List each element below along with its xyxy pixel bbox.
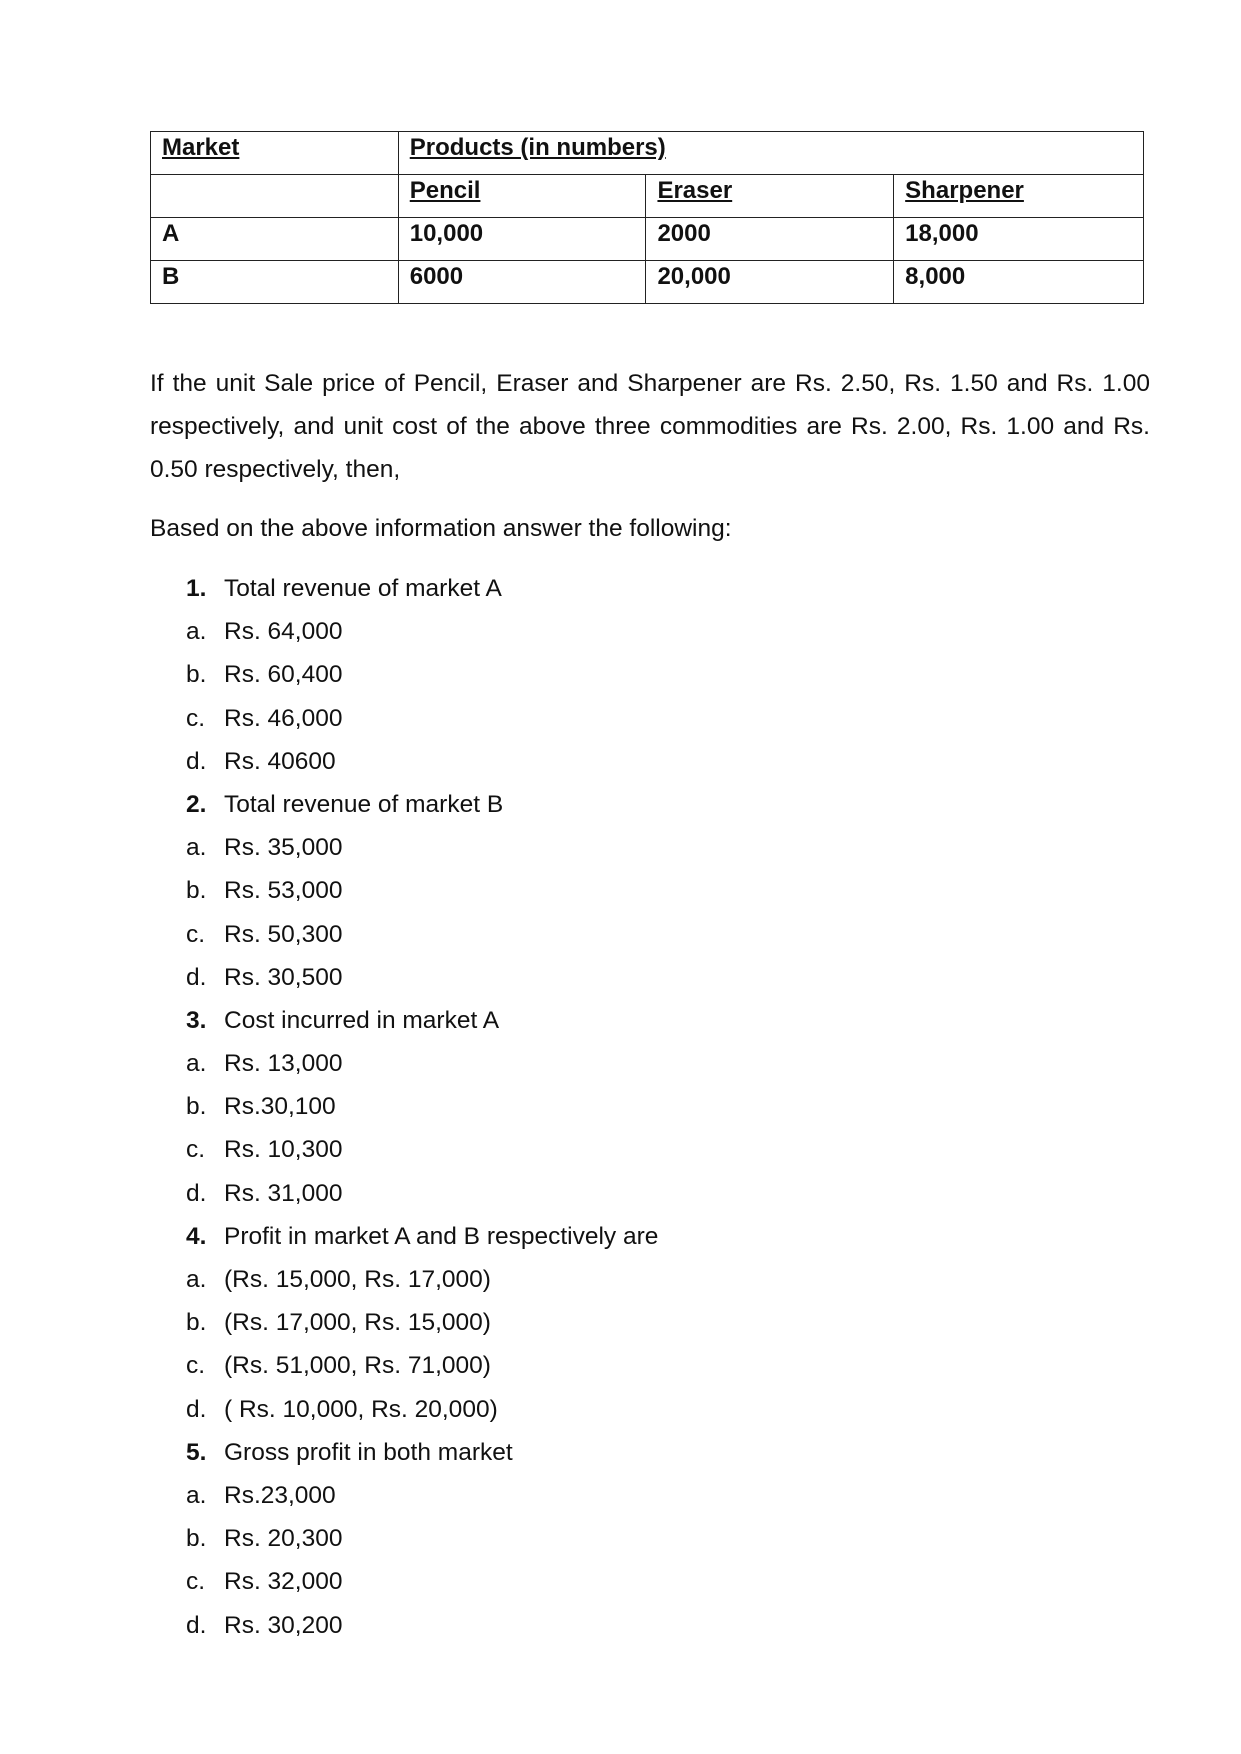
question-text: Total revenue of market B [224,790,504,818]
option-text: Rs. 32,000 [224,1568,343,1596]
option-item [186,697,658,740]
option-text: Rs. 53,000 [224,877,343,905]
option-letter: c. [186,1568,206,1596]
table-header-cell [398,175,646,218]
option-letter: a. [186,834,207,862]
table-header-cell [151,132,399,175]
option-item [186,826,658,869]
option-item [186,956,658,999]
table-header-cell [894,175,1144,218]
option-text: Rs. 30,500 [224,963,343,991]
option-item [186,740,658,783]
option-item [186,653,658,696]
question-item [186,1431,658,1474]
option-letter: b. [186,877,207,905]
option-letter: c. [186,1136,206,1164]
sharpener-header: Sharpener [905,177,1024,204]
option-text: (Rs. 15,000, Rs. 17,000) [224,1266,491,1293]
option-text: (Rs. 17,000, Rs. 15,000) [224,1309,491,1337]
question-item [186,999,658,1042]
table-header-cell [151,175,399,218]
option-item [186,913,658,956]
option-text: Rs. 50,300 [224,920,343,948]
question-text: Gross profit in both market [224,1438,513,1466]
question-number: 4. [186,1222,207,1250]
market-header: Market [162,134,240,161]
option-item [186,1301,658,1344]
table-cell: 8,000 [894,261,1144,304]
option-item [186,1344,658,1387]
option-letter: a. [186,618,207,646]
table-row [151,261,1144,304]
question-number: 2. [186,790,207,818]
pencil-header: Pencil [409,177,481,204]
option-text: Rs. 40600 [224,747,336,775]
table-cell: 10,000 [398,218,646,261]
question-item [186,567,658,610]
table-header-cell [398,132,1143,175]
table-header-row [151,132,1144,175]
option-letter: b. [186,661,207,689]
option-text: Rs. 64,000 [224,618,343,646]
option-item [186,1085,658,1128]
question-text: Profit in market A and B respectively are [224,1222,659,1250]
option-item [186,1258,658,1301]
option-item [186,1474,658,1517]
table-row [151,218,1144,261]
option-text: Rs. 10,300 [224,1136,343,1164]
option-item [186,869,658,912]
table-cell: 18,000 [894,218,1144,261]
option-text: (Rs. 51,000, Rs. 71,000) [224,1352,491,1380]
products-header: Products (in numbers) [409,134,666,161]
option-item [186,1560,658,1603]
option-text: Rs. 60,400 [224,661,343,689]
intro-paragraph: If the unit Sale price of Pencil, Eraser and Sharpener are Rs. 2.50, Rs. 1.50 and Rs. 1.00 respectively, and unit cost of the above three commodities are Rs. 2.00, Rs. 1.00 and Rs. 0.50 respectively, then, [150,370,1150,483]
option-letter: c. [186,920,206,948]
option-text: Rs. 35,000 [224,834,343,862]
table-cell: B [151,261,399,304]
question-number: 5. [186,1438,207,1466]
option-item [186,1042,658,1085]
option-letter: b. [186,1093,207,1121]
eraser-header: Eraser [657,177,733,204]
option-text: ( Rs. 10,000, Rs. 20,000) [224,1395,498,1423]
option-letter: d. [186,1395,207,1423]
option-item [186,1388,658,1431]
table-cell: A [151,218,399,261]
question-item [186,1215,658,1258]
question-number: 1. [186,575,207,602]
option-letter: d. [186,747,207,775]
option-item [186,1172,658,1215]
option-text: Rs. 31,000 [224,1179,343,1207]
table-header-cell [646,175,894,218]
question-text: Cost incurred in market A [224,1006,500,1034]
option-item [186,1128,658,1171]
table-subheader-row [151,175,1144,218]
option-letter: a. [186,1266,207,1293]
option-text: Rs. 20,300 [224,1525,343,1553]
option-text: Rs. 46,000 [224,704,343,732]
option-letter: b. [186,1525,207,1553]
table-cell: 2000 [646,218,894,261]
question-text: Total revenue of market A [224,575,502,602]
option-letter: c. [186,1352,206,1380]
table-cell: 6000 [398,261,646,304]
option-letter: b. [186,1309,207,1337]
option-text: Rs.30,100 [224,1093,336,1121]
option-letter: c. [186,704,206,732]
option-letter: d. [186,1611,207,1639]
market-products-table [150,131,1144,304]
question-list [186,567,658,1647]
option-letter: d. [186,1179,207,1207]
option-item [186,610,658,653]
question-item [186,783,658,826]
option-letter: a. [186,1481,207,1509]
option-letter: d. [186,963,207,991]
option-letter: a. [186,1050,207,1078]
option-text: Rs. 30,200 [224,1611,343,1639]
option-text: Rs.23,000 [224,1481,336,1509]
option-item [186,1517,658,1560]
question-number: 3. [186,1006,207,1034]
option-item [186,1604,658,1647]
instruction-paragraph: Based on the above information answer the following: [150,515,732,542]
table-cell: 20,000 [646,261,894,304]
option-text: Rs. 13,000 [224,1050,343,1078]
